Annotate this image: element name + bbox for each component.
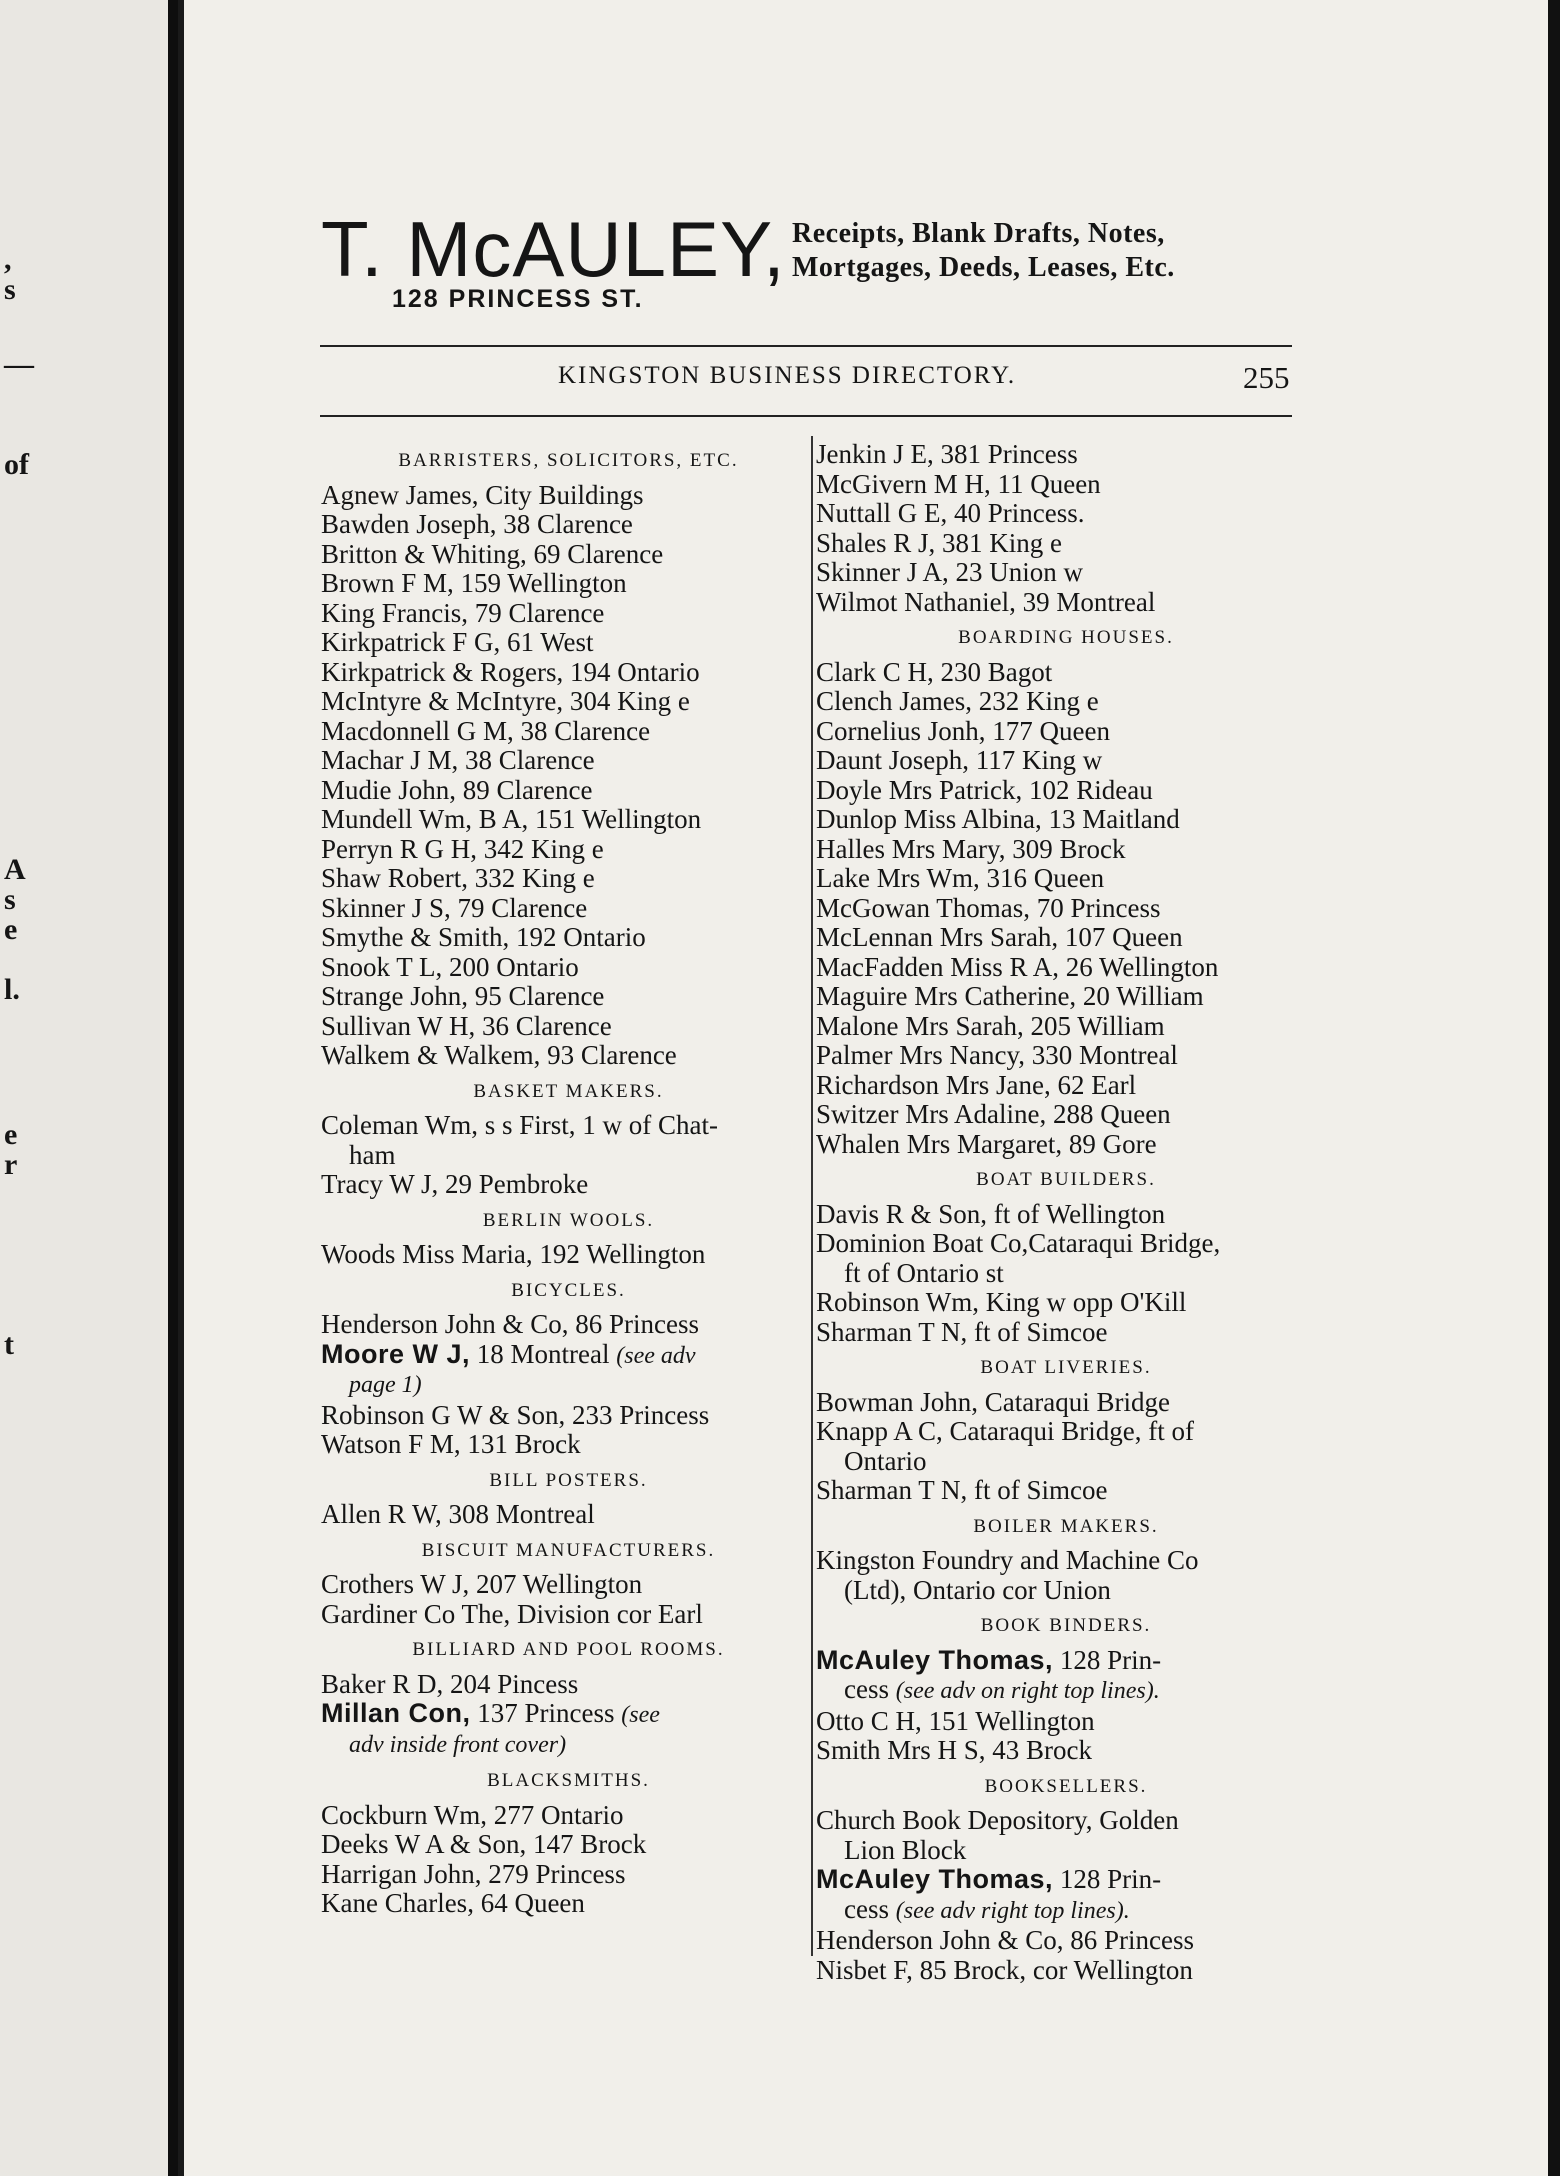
category-heading: BILLIARD AND POOL ROOMS. bbox=[412, 1639, 725, 1660]
ad-reference: (see adv right top lines). bbox=[895, 1897, 1130, 1924]
directory-entry: Strange John, 95 Clarence bbox=[321, 981, 605, 1011]
directory-entry: Shaw Robert, 332 King e bbox=[321, 863, 595, 893]
directory-entry: Robinson G W & Son, 233 Princess bbox=[321, 1399, 710, 1430]
directory-entry: Palmer Mrs Nancy, 330 Montreal bbox=[816, 1040, 1178, 1070]
directory-entry: Henderson John & Co, 86 Princess bbox=[816, 1925, 1194, 1955]
directory-entry: McGivern M H, 11 Queen bbox=[816, 468, 1101, 499]
directory-entry: Smith Mrs H S, 43 Brock bbox=[816, 1735, 1093, 1765]
directory-entry: Agnew James, City Buildings bbox=[321, 479, 644, 510]
directory-entry: Deeks W A & Son, 147 Brock bbox=[321, 1829, 647, 1859]
directory-entry: Dominion Boat Co,Cataraqui Bridge, bbox=[816, 1228, 1221, 1258]
directory-entry: Shales R J, 381 King e bbox=[816, 527, 1062, 558]
directory-entry: Mudie John, 89 Clarence bbox=[321, 774, 593, 805]
previous-page-fragment: l. bbox=[4, 973, 20, 1006]
directory-entry: Bawden Joseph, 38 Clarence bbox=[321, 509, 633, 539]
ad-reference: (see adv on right top lines). bbox=[895, 1678, 1160, 1704]
directory-entry: Tracy W J, 29 Pembroke bbox=[321, 1169, 589, 1199]
directory-entry: Perryn R G H, 342 King e bbox=[321, 833, 604, 864]
category-heading: BICYCLES. bbox=[511, 1279, 626, 1301]
previous-page-fragment: e bbox=[4, 1118, 18, 1151]
directory-entry: Sharman T N, ft of Simcoe bbox=[816, 1316, 1108, 1347]
advertiser-name: Millan Con, bbox=[321, 1698, 471, 1728]
left-column bbox=[321, 440, 816, 1919]
directory-entry: Watson F M, 131 Brock bbox=[321, 1429, 581, 1459]
directory-entry: Switzer Mrs Adaline, 288 Queen bbox=[816, 1099, 1171, 1129]
ad-reference: (see bbox=[621, 1702, 660, 1728]
previous-page-fragment: s bbox=[4, 273, 16, 306]
directory-entry: Macdonnell G M, 38 Clarence bbox=[321, 715, 651, 746]
directory-entry: Nuttall G E, 40 Princess. bbox=[816, 498, 1085, 528]
advertiser-name: Moore W J, bbox=[321, 1338, 471, 1369]
directory-entry: Sharman T N, ft of Simcoe bbox=[816, 1475, 1108, 1505]
directory-entry: Machar J M, 38 Clarence bbox=[321, 745, 595, 775]
ad-line-2: Mortgages, Deeds, Leases, Etc. bbox=[792, 252, 1175, 283]
entry-address: 18 Montreal bbox=[470, 1338, 617, 1369]
entry-address: 137 Princess bbox=[470, 1698, 622, 1728]
category-heading: BASKET MAKERS. bbox=[473, 1080, 664, 1102]
ad-reference: (see adv bbox=[616, 1342, 696, 1369]
header-rule-top bbox=[320, 345, 1292, 347]
directory-entry: Cockburn Wm, 277 Ontario bbox=[321, 1799, 624, 1830]
directory-entry: Bowman John, Cataraqui Bridge bbox=[816, 1386, 1170, 1417]
entry-address: 128 Prin- bbox=[1053, 1644, 1162, 1675]
advertiser-entry bbox=[321, 1699, 816, 1731]
category-heading: BARRISTERS, SOLICITORS, ETC. bbox=[398, 450, 739, 471]
directory-entry: Baker R D, 204 Pincess bbox=[321, 1668, 579, 1699]
directory-entry: Whalen Mrs Margaret, 89 Gore bbox=[816, 1128, 1157, 1159]
directory-entry: Doyle Mrs Patrick, 102 Rideau bbox=[816, 774, 1153, 805]
running-title: KINGSTON BUSINESS DIRECTORY. bbox=[558, 362, 1017, 389]
directory-entry: Skinner J S, 79 Clarence bbox=[321, 892, 588, 923]
publisher-address: 128 PRINCESS ST. bbox=[392, 285, 644, 313]
directory-entry: Kingston Foundry and Machine Co bbox=[816, 1545, 1199, 1575]
advertiser-entry bbox=[816, 1865, 1316, 1895]
previous-page-edge bbox=[0, 0, 168, 2176]
entry-continuation: Ontario bbox=[844, 1445, 927, 1476]
directory-entry: McLennan Mrs Sarah, 107 Queen bbox=[816, 922, 1183, 952]
previous-page-fragment: — bbox=[4, 348, 34, 381]
directory-entry: Daunt Joseph, 117 King w bbox=[816, 745, 1103, 775]
page-gutter-line bbox=[178, 0, 184, 2176]
page-number: 255 bbox=[1243, 360, 1290, 395]
previous-page-fragment: t bbox=[4, 1328, 14, 1361]
right-column bbox=[816, 440, 1316, 1985]
category-heading: BERLIN WOOLS. bbox=[482, 1209, 655, 1231]
directory-entry: Church Book Depository, Golden bbox=[816, 1805, 1179, 1835]
category-heading: BOARDING HOUSES. bbox=[958, 627, 1174, 648]
entry-continuation bbox=[816, 1675, 1316, 1707]
directory-entry: McIntyre & McIntyre, 304 King e bbox=[321, 686, 690, 716]
directory-entry: Allen R W, 308 Montreal bbox=[321, 1499, 595, 1529]
previous-page-fragment: e bbox=[4, 913, 18, 946]
directory-entry: McGowan Thomas, 70 Princess bbox=[816, 892, 1161, 923]
directory-entry: Maguire Mrs Catherine, 20 William bbox=[816, 981, 1204, 1011]
category-heading: BILL POSTERS. bbox=[489, 1469, 648, 1491]
directory-entry: Harrigan John, 279 Princess bbox=[321, 1858, 626, 1889]
header-rule-bottom bbox=[320, 415, 1292, 417]
directory-entry: Kane Charles, 64 Queen bbox=[321, 1888, 585, 1918]
directory-entry: Coleman Wm, s s First, 1 w of Chat- bbox=[321, 1110, 718, 1140]
directory-entry: Britton & Whiting, 69 Clarence bbox=[321, 538, 664, 569]
directory-entry: Henderson John & Co, 86 Princess bbox=[321, 1309, 699, 1339]
directory-entry: Knapp A C, Cataraqui Bridge, ft of bbox=[816, 1416, 1194, 1446]
directory-entry: Gardiner Co The, Division cor Earl bbox=[321, 1598, 703, 1629]
advertiser-entry bbox=[816, 1646, 1316, 1676]
entry-address: 128 Prin- bbox=[1053, 1864, 1162, 1894]
directory-entry: Kirkpatrick & Rogers, 194 Ontario bbox=[321, 656, 700, 687]
entry-continuation bbox=[816, 1895, 1316, 1927]
page-right-edge bbox=[1548, 0, 1560, 2176]
directory-entry: Halles Mrs Mary, 309 Brock bbox=[816, 833, 1126, 864]
entry-continuation: (Ltd), Ontario cor Union bbox=[844, 1574, 1111, 1605]
entry-continuation: ft of Ontario st bbox=[844, 1257, 1004, 1288]
directory-entry: Smythe & Smith, 192 Ontario bbox=[321, 922, 646, 952]
advertiser-name: McAuley Thomas, bbox=[816, 1864, 1054, 1894]
previous-page-fragment: , bbox=[4, 243, 12, 276]
directory-entry: Jenkin J E, 381 Princess bbox=[816, 439, 1078, 469]
entry-address: cess bbox=[844, 1674, 896, 1704]
directory-entry: Richardson Mrs Jane, 62 Earl bbox=[816, 1069, 1137, 1100]
directory-entry: Nisbet F, 85 Brock, cor Wellington bbox=[816, 1954, 1193, 1985]
directory-entry: Lake Mrs Wm, 316 Queen bbox=[816, 863, 1105, 893]
previous-page-fragment: s bbox=[4, 883, 16, 916]
directory-entry: Cornelius Jonh, 177 Queen bbox=[816, 715, 1110, 746]
directory-entry: Wilmot Nathaniel, 39 Montreal bbox=[816, 586, 1156, 617]
entry-continuation: ham bbox=[349, 1139, 396, 1170]
entry-address: cess bbox=[844, 1893, 896, 1924]
directory-entry: Malone Mrs Sarah, 205 William bbox=[816, 1010, 1165, 1041]
directory-page bbox=[178, 0, 1560, 2176]
directory-entry: Davis R & Son, ft of Wellington bbox=[816, 1198, 1166, 1229]
category-heading: BOAT LIVERIES. bbox=[980, 1357, 1152, 1378]
entry-continuation: adv inside front cover) bbox=[349, 1731, 567, 1758]
directory-entry: Clench James, 232 King e bbox=[816, 686, 1099, 716]
advertiser-entry bbox=[321, 1340, 816, 1372]
ad-line-1: Receipts, Blank Drafts, Notes, bbox=[792, 218, 1165, 249]
entry-continuation: Lion Block bbox=[844, 1834, 967, 1865]
category-heading: BOAT BUILDERS. bbox=[976, 1169, 1156, 1190]
previous-page-fragment: A bbox=[4, 853, 26, 886]
directory-entry: Sullivan W H, 36 Clarence bbox=[321, 1010, 612, 1041]
category-heading: BISCUIT MANUFACTURERS. bbox=[421, 1539, 716, 1561]
directory-entry: Robinson Wm, King w opp O'Kill bbox=[816, 1287, 1187, 1317]
directory-entry: Snook T L, 200 Ontario bbox=[321, 951, 579, 982]
directory-entry: Kirkpatrick F G, 61 West bbox=[321, 627, 594, 657]
directory-entry: Brown F M, 159 Wellington bbox=[321, 568, 627, 598]
directory-entry: Clark C H, 230 Bagot bbox=[816, 656, 1053, 687]
category-heading: BOOKSELLERS. bbox=[984, 1775, 1148, 1797]
category-heading: BOOK BINDERS. bbox=[980, 1615, 1152, 1636]
advertiser-name: McAuley Thomas, bbox=[816, 1644, 1054, 1675]
directory-entry: Mundell Wm, B A, 151 Wellington bbox=[321, 804, 702, 834]
directory-entry: King Francis, 79 Clarence bbox=[321, 597, 605, 628]
entry-continuation: page 1) bbox=[349, 1372, 422, 1398]
category-heading: BOILER MAKERS. bbox=[973, 1515, 1159, 1537]
directory-entry: Walkem & Walkem, 93 Clarence bbox=[321, 1040, 677, 1070]
directory-entry: Dunlop Miss Albina, 13 Maitland bbox=[816, 804, 1180, 834]
directory-entry: Woods Miss Maria, 192 Wellington bbox=[321, 1239, 706, 1269]
directory-entry: Otto C H, 151 Wellington bbox=[816, 1705, 1095, 1736]
directory-entry: Crothers W J, 207 Wellington bbox=[321, 1569, 643, 1599]
directory-entry: Skinner J A, 23 Union w bbox=[816, 557, 1084, 587]
publisher-name: T. McAULEY, bbox=[321, 205, 786, 293]
directory-entry: MacFadden Miss R A, 26 Wellington bbox=[816, 951, 1219, 982]
column-divider bbox=[811, 436, 813, 1956]
previous-page-fragment: r bbox=[4, 1148, 18, 1181]
category-heading: BLACKSMITHS. bbox=[487, 1770, 650, 1791]
previous-page-fragment: of bbox=[4, 448, 29, 481]
